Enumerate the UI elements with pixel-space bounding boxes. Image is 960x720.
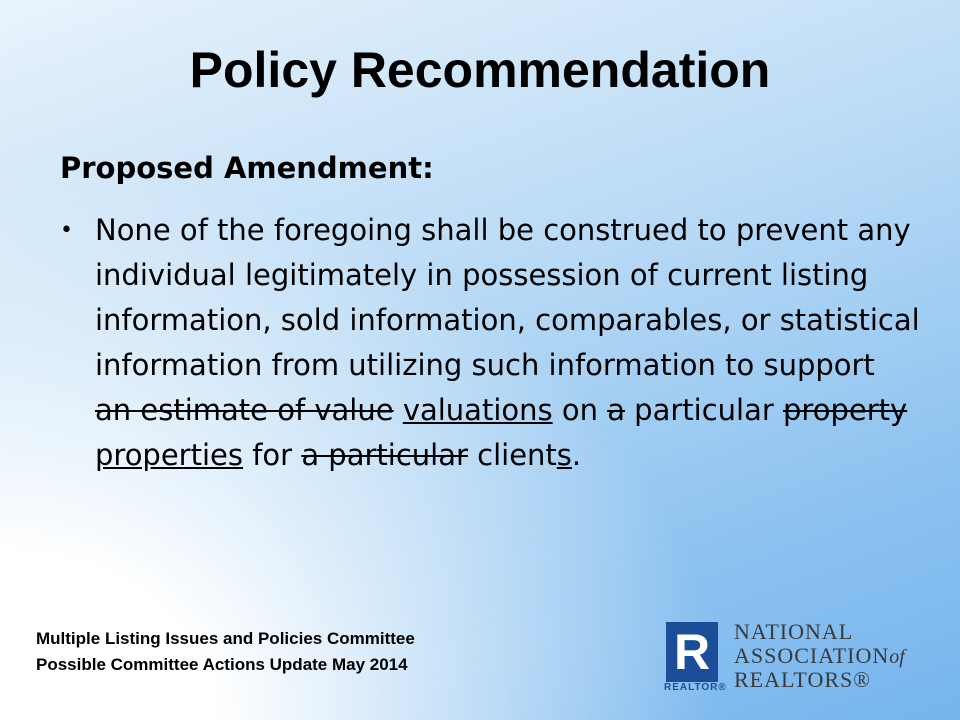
logo-line-association — [734, 644, 905, 669]
proposed-amendment-heading: Proposed Amendment: — [60, 151, 434, 185]
bullet-list — [60, 208, 920, 478]
bullet-icon: • — [60, 218, 73, 243]
deleted-text: a — [607, 393, 625, 427]
inserted-text: s — [556, 438, 572, 472]
text-segment — [394, 393, 403, 427]
text-segment: None of the foregoing shall be construed to prevent any individual legitimately in possession of current listing information, sold information, comparables, or statistical information from utilizing such information to support — [95, 213, 920, 382]
logo-association-word: ASSOCIATION — [734, 643, 890, 668]
amendment-bullet — [60, 208, 920, 478]
text-segment: . — [571, 438, 582, 472]
logo-mark-label: REALTOR® — [664, 682, 727, 693]
inserted-text: properties — [95, 438, 243, 472]
footer-committee: Multiple Listing Issues and Policies Committee — [36, 629, 415, 648]
deleted-text: a particular — [301, 438, 468, 472]
logo-line-realtors: REALTORS® — [734, 667, 871, 692]
text-segment: for — [243, 438, 302, 472]
slide-title: Policy Recommendation — [189, 42, 771, 98]
deleted-text: an estimate of value — [95, 393, 394, 427]
amendment-text — [95, 213, 920, 472]
text-segment: client — [467, 438, 557, 472]
footer-update: Possible Committee Actions Update May 2014 — [36, 655, 408, 674]
deleted-text: property — [783, 393, 908, 427]
inserted-text: valuations — [402, 393, 553, 427]
realtor-r-icon — [666, 622, 718, 682]
text-segment: on — [552, 393, 608, 427]
logo-line-national: NATIONAL — [734, 619, 854, 644]
logo-mark-letter: R — [673, 624, 711, 680]
footer — [36, 626, 415, 678]
text-segment: particular — [624, 393, 784, 427]
logo-of-word: of — [889, 646, 905, 668]
nar-logo — [660, 618, 940, 700]
